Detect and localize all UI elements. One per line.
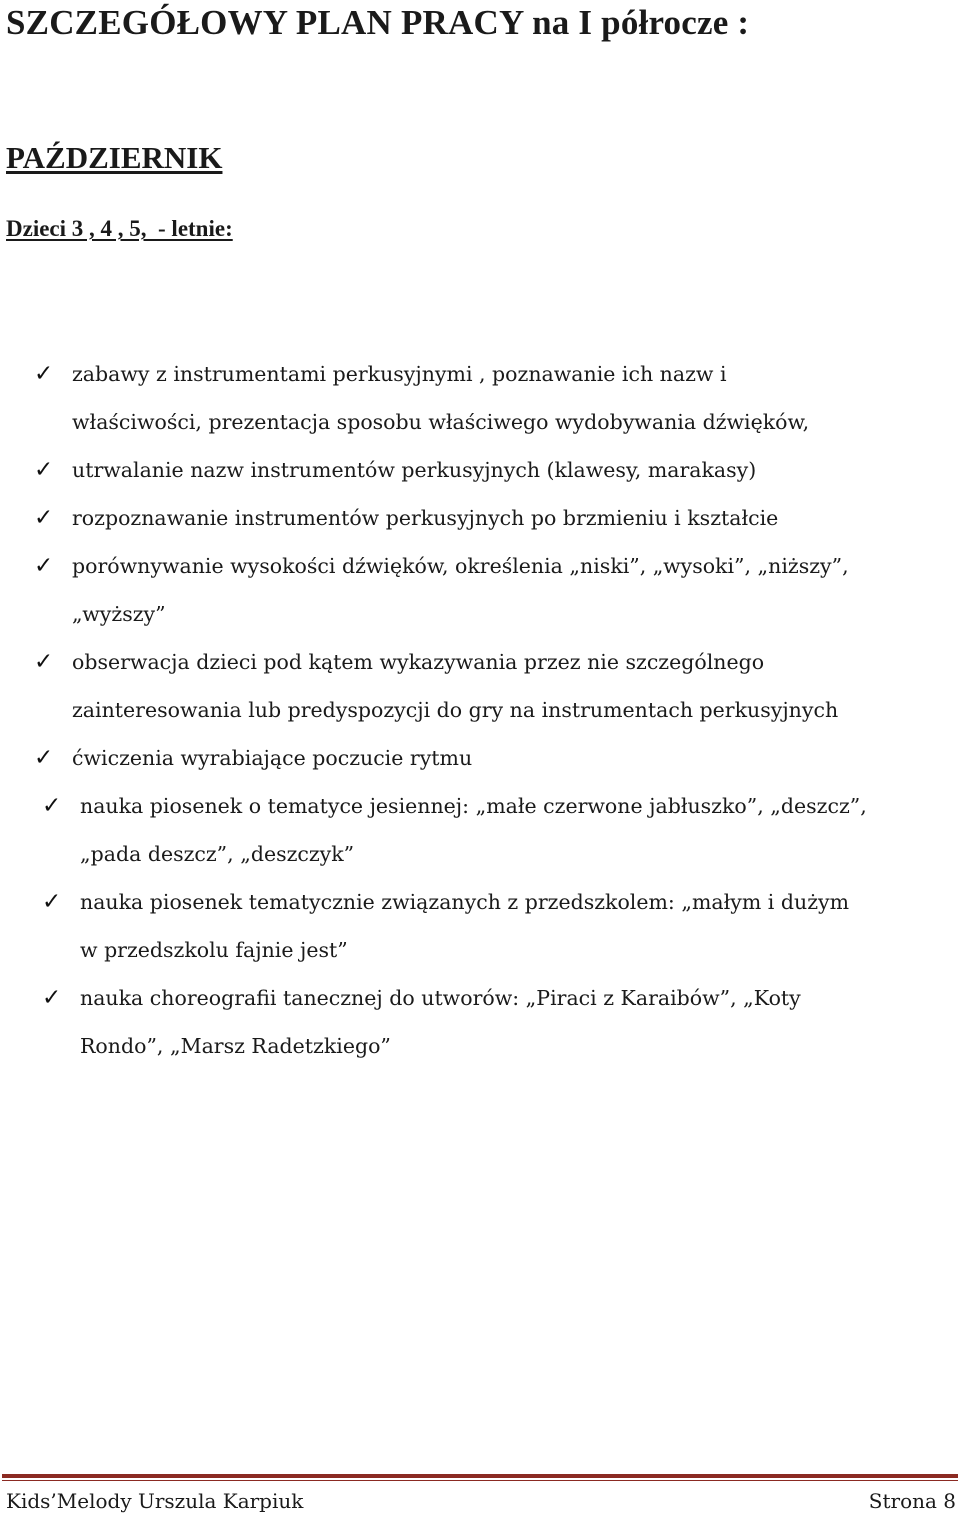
document-title: SZCZEGÓŁOWY PLAN PRACY na I półrocze :: [6, 3, 750, 42]
list-item-line: zainteresowania lub predyspozycji do gry na instrumentach perkusyjnych: [72, 698, 839, 722]
footer-divider-thin: [2, 1480, 958, 1481]
month-heading: PAŹDZIERNIK: [6, 140, 223, 175]
list-item-line: nauka piosenek tematycznie związanych z przedszkolem: „małym i dużym: [80, 890, 850, 914]
list-item-line: porównywanie wysokości dźwięków, określenia „niski”, „wysoki”, „niższy”,: [72, 554, 849, 578]
list-item-line: nauka choreografii tanecznej do utworów: „Piraci z Karaibów”, „Koty: [80, 986, 801, 1010]
footer-divider: [2, 1474, 958, 1478]
age-group-heading: Dzieci 3 , 4 , 5, - letnie:: [6, 216, 233, 241]
check-mark-icon: ✓: [34, 505, 54, 531]
list-item-line: obserwacja dzieci pod kątem wykazywania przez nie szczególnego: [72, 650, 765, 674]
page-number: Strona 8: [868, 1489, 956, 1513]
list-item-line: utrwalanie nazw instrumentów perkusyjnych (klawesy, marakasy): [72, 458, 757, 482]
list-item-line: właściwości, prezentacja sposobu właściwego wydobywania dźwięków,: [72, 410, 810, 434]
list-item-line: rozpoznawanie instrumentów perkusyjnych po brzmieniu i kształcie: [72, 506, 779, 530]
check-mark-icon: ✓: [34, 361, 54, 387]
list-item-line: ćwiczenia wyrabiające poczucie rytmu: [72, 746, 473, 770]
check-mark-icon: ✓: [42, 889, 62, 915]
check-mark-icon: ✓: [34, 553, 54, 579]
list-item-line: nauka piosenek o tematyce jesiennej: „małe czerwone jabłuszko”, „deszcz”,: [80, 794, 867, 818]
footer-author: Kids’Melody Urszula Karpiuk: [6, 1489, 304, 1513]
list-item-line: Rondo”, „Marsz Radetzkiego”: [80, 1034, 391, 1058]
check-mark-icon: ✓: [34, 745, 54, 771]
check-mark-icon: ✓: [42, 793, 62, 819]
check-mark-icon: ✓: [34, 649, 54, 675]
check-mark-icon: ✓: [34, 457, 54, 483]
list-item-line: „pada deszcz”, „deszczyk”: [80, 842, 355, 866]
list-item-line: „wyższy”: [72, 602, 166, 626]
list-item-line: zabawy z instrumentami perkusyjnymi , poznawanie ich nazw i: [72, 362, 727, 386]
check-mark-icon: ✓: [42, 985, 62, 1011]
list-item-line: w przedszkolu fajnie jest”: [80, 938, 348, 962]
